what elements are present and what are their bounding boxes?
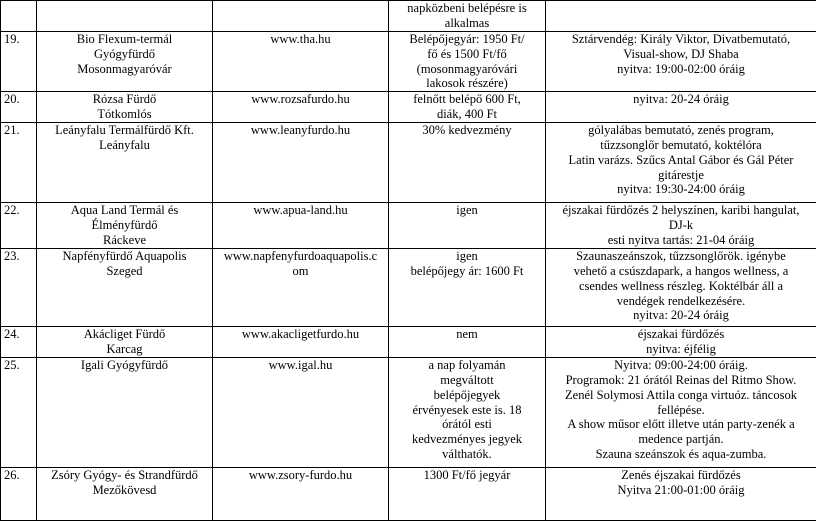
cell-line: fellépése.: [548, 403, 814, 418]
cell-line: órától esti: [391, 417, 543, 432]
cell-line: DJ-k: [548, 218, 814, 233]
cell-line: igen: [391, 203, 543, 218]
website-cell: [213, 123, 389, 203]
cell-line: esti nyitva tartás: 21-04 óráig: [548, 233, 814, 248]
table-row: [1, 32, 816, 92]
cell-line: Aqua Land Termál és: [39, 203, 210, 218]
cell-line: éjszakai fürdőzés: [548, 327, 814, 342]
cell-line: (mosonmagyaróvári: [391, 62, 543, 77]
cell-line: www.rozsafurdo.hu: [215, 92, 386, 107]
entry-info-cell: [389, 1, 546, 32]
cell-line: Belépőjegyár: 1950 Ft/: [391, 32, 543, 47]
entry-info-cell: [389, 32, 546, 92]
cell-line: Karcag: [39, 342, 210, 357]
program-cell: [546, 32, 816, 92]
row-number: [1, 1, 37, 32]
cell-line: Gyógyfürdő: [39, 47, 210, 62]
cell-line: csendes wellness részleg. Koktélbár áll a: [548, 279, 814, 294]
cell-line: Mezőkövesd: [39, 483, 210, 498]
website-cell: [213, 468, 389, 521]
cell-line: Rózsa Fürdő: [39, 92, 210, 107]
cell-line: Akácliget Fürdő: [39, 327, 210, 342]
cell-line: Zenés éjszakai fürdőzés: [548, 468, 814, 483]
entry-info-cell: [389, 203, 546, 249]
row-number: 20.: [1, 92, 37, 123]
cell-line: Ráckeve: [39, 233, 210, 248]
cell-line: belépőjegy ár: 1600 Ft: [391, 264, 543, 279]
cell-line: válthatók.: [391, 447, 543, 462]
cell-line: 1300 Ft/fő jegyár: [391, 468, 543, 483]
cell-line: nyitva: 19:00-02:00 óráig: [548, 62, 814, 77]
venue-name-cell: [37, 468, 213, 521]
program-cell: [546, 1, 816, 32]
program-cell: [546, 468, 816, 521]
cell-line: Tótkomlós: [39, 107, 210, 122]
cell-line: Zenél Solymosi Attila conga virtuóz. táncosok: [548, 388, 814, 403]
cell-line: Visual-show, DJ Shaba: [548, 47, 814, 62]
program-cell: [546, 249, 816, 327]
venue-name-cell: [37, 92, 213, 123]
cell-line: gólyalábas bemutató, zenés program,: [548, 123, 814, 138]
cell-line: Bio Flexum-termál: [39, 32, 210, 47]
cell-line: vehető a csúszdapark, a hangos wellness, a: [548, 264, 814, 279]
cell-line: www.akacligetfurdo.hu: [215, 327, 386, 342]
cell-line: nyitva: éjfélig: [548, 342, 814, 357]
cell-line: érvényesek este is. 18: [391, 403, 543, 418]
entry-info-cell: [389, 92, 546, 123]
cell-line: www.igal.hu: [215, 358, 386, 373]
cell-line: Mosonmagyaróvár: [39, 62, 210, 77]
program-cell: [546, 358, 816, 468]
cell-line: igen: [391, 249, 543, 264]
cell-line: www.tha.hu: [215, 32, 386, 47]
cell-line: diák, 400 Ft: [391, 107, 543, 122]
cell-line: www.leanyfurdo.hu: [215, 123, 386, 138]
cell-line: nyitva: 19:30-24:00 óráig: [548, 182, 814, 197]
venue-name-cell: [37, 123, 213, 203]
table-row: [1, 1, 816, 32]
cell-line: kedvezményes jegyek: [391, 432, 543, 447]
website-cell: [213, 358, 389, 468]
venue-name-cell: [37, 32, 213, 92]
cell-line: medence partján.: [548, 432, 814, 447]
cell-line: Nyitva: 09:00-24:00 óráig.: [548, 358, 814, 373]
entry-info-cell: [389, 358, 546, 468]
table-row: [1, 468, 816, 521]
cell-line: vendégek rendelkezésére.: [548, 294, 814, 309]
venue-name-cell: [37, 203, 213, 249]
venues-table-body: [1, 1, 816, 521]
cell-line: www.zsory-furdo.hu: [215, 468, 386, 483]
row-number: 25.: [1, 358, 37, 468]
website-cell: [213, 249, 389, 327]
website-cell: [213, 203, 389, 249]
venue-name-cell: [37, 358, 213, 468]
entry-info-cell: [389, 123, 546, 203]
cell-line: Szeged: [39, 264, 210, 279]
cell-line: nyitva: 20-24 óráig: [548, 308, 814, 323]
program-cell: [546, 123, 816, 203]
row-number: 23.: [1, 249, 37, 327]
cell-line: www.apua-land.hu: [215, 203, 386, 218]
row-number: 26.: [1, 468, 37, 521]
cell-line: Élményfürdő: [39, 218, 210, 233]
cell-line: alkalmas: [391, 16, 543, 31]
cell-line: 30% kedvezmény: [391, 123, 543, 138]
cell-line: nem: [391, 327, 543, 342]
row-number: 22.: [1, 203, 37, 249]
cell-line: éjszakai fürdőzés 2 helyszínen, karibi hangulat,: [548, 203, 814, 218]
venue-name-cell: [37, 1, 213, 32]
entry-info-cell: [389, 327, 546, 358]
cell-line: Napfényfürdő Aquapolis: [39, 249, 210, 264]
cell-line: Leányfalu: [39, 138, 210, 153]
row-number: 19.: [1, 32, 37, 92]
cell-line: gitárestje: [548, 168, 814, 183]
table-row: [1, 327, 816, 358]
program-cell: [546, 203, 816, 249]
cell-line: Leányfalu Termálfürdő Kft.: [39, 123, 210, 138]
cell-line: belépőjegyek: [391, 388, 543, 403]
table-row: [1, 249, 816, 327]
website-cell: [213, 327, 389, 358]
cell-line: felnőtt belépő 600 Ft,: [391, 92, 543, 107]
cell-line: Zsóry Gyógy- és Strandfürdő: [39, 468, 210, 483]
cell-line: Sztárvendég: Király Viktor, Divatbemutató,: [548, 32, 814, 47]
cell-line: nyitva: 20-24 óráig: [548, 92, 814, 107]
table-row: [1, 92, 816, 123]
row-number: 21.: [1, 123, 37, 203]
cell-line: Szauna szeánszok és aqua-zumba.: [548, 447, 814, 462]
cell-line: A show műsor előtt illetve után party-zenék a: [548, 417, 814, 432]
cell-line: lakosok részére): [391, 76, 543, 91]
website-cell: [213, 32, 389, 92]
program-cell: [546, 92, 816, 123]
website-cell: [213, 92, 389, 123]
cell-line: a nap folyamán: [391, 358, 543, 373]
table-row: [1, 203, 816, 249]
table-row: [1, 123, 816, 203]
cell-line: om: [215, 264, 386, 279]
entry-info-cell: [389, 249, 546, 327]
cell-line: Szaunaszeánszok, tűzzsonglőrök. igénybe: [548, 249, 814, 264]
cell-line: tűzzsonglőr bemutató, koktélóra: [548, 138, 814, 153]
cell-line: fő és 1500 Ft/fő: [391, 47, 543, 62]
row-number: 24.: [1, 327, 37, 358]
table-row: [1, 358, 816, 468]
cell-line: megváltott: [391, 373, 543, 388]
venue-name-cell: [37, 327, 213, 358]
cell-line: www.napfenyfurdoaquapolis.c: [215, 249, 386, 264]
cell-line: Programok: 21 órától Reinas del Ritmo Show.: [548, 373, 814, 388]
venue-name-cell: [37, 249, 213, 327]
website-cell: [213, 1, 389, 32]
cell-line: Latin varázs. Szűcs Antal Gábor és Gál Péter: [548, 153, 814, 168]
entry-info-cell: [389, 468, 546, 521]
program-cell: [546, 327, 816, 358]
cell-line: Nyitva 21:00-01:00 óráig: [548, 483, 814, 498]
cell-line: Igali Gyógyfürdő: [39, 358, 210, 373]
cell-line: napközbeni belépésre is: [391, 1, 543, 16]
